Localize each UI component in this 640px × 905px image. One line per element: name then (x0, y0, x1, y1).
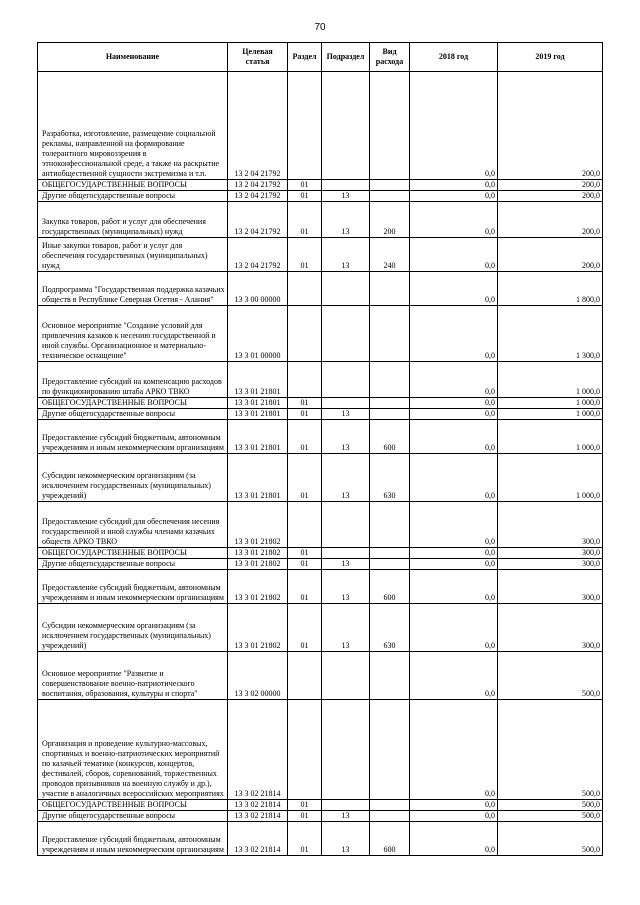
row-2018: 0,0 (410, 652, 498, 700)
row-2018: 0,0 (410, 72, 498, 180)
row-2018: 0,0 (410, 420, 498, 454)
row-2018: 0,0 (410, 454, 498, 502)
header-2019: 2019 год (498, 43, 603, 72)
row-2018: 0,0 (410, 800, 498, 811)
row-2019: 300,0 (498, 548, 603, 559)
table-row (38, 272, 603, 306)
row-name: Субсидии некоммерческим организациям (за исключением государственных (муниципальных) учреждений) (38, 454, 228, 502)
row-subsection (322, 800, 370, 811)
row-2019: 500,0 (498, 800, 603, 811)
row-section: 01 (288, 191, 322, 202)
table-row (38, 409, 603, 420)
row-exp-type (370, 306, 410, 362)
row-2019: 500,0 (498, 700, 603, 800)
row-exp-type (370, 559, 410, 570)
row-subsection: 13 (322, 454, 370, 502)
table-row (38, 420, 603, 454)
row-code: 13 3 02 21814 (228, 700, 288, 800)
row-subsection: 13 (322, 822, 370, 856)
row-subsection (322, 398, 370, 409)
row-subsection: 13 (322, 604, 370, 652)
row-subsection (322, 306, 370, 362)
header-target: Целевая статья (228, 43, 288, 72)
table-row (38, 180, 603, 191)
row-name: ОБЩЕГОСУДАРСТВЕННЫЕ ВОПРОСЫ (38, 548, 228, 559)
row-2019: 1 000,0 (498, 454, 603, 502)
row-exp-type (370, 811, 410, 822)
row-2018: 0,0 (410, 822, 498, 856)
table-row (38, 559, 603, 570)
row-exp-type: 600 (370, 570, 410, 604)
row-exp-type (370, 502, 410, 548)
row-exp-type (370, 180, 410, 191)
row-section (288, 272, 322, 306)
row-2018: 0,0 (410, 362, 498, 398)
row-2018: 0,0 (410, 306, 498, 362)
row-subsection (322, 502, 370, 548)
row-2018: 0,0 (410, 502, 498, 548)
row-code: 13 2 04 21792 (228, 180, 288, 191)
row-code: 13 2 04 21792 (228, 202, 288, 238)
header-subsection: Подраздел (322, 43, 370, 72)
row-subsection (322, 180, 370, 191)
row-name: Закупка товаров, работ и услуг для обеспечения государственных (муниципальных) нужд (38, 202, 228, 238)
row-code: 13 3 01 21802 (228, 502, 288, 548)
row-2019: 1 000,0 (498, 409, 603, 420)
row-section: 01 (288, 238, 322, 272)
row-exp-type: 200 (370, 202, 410, 238)
row-2019: 200,0 (498, 180, 603, 191)
row-2019: 1 000,0 (498, 362, 603, 398)
row-section: 01 (288, 454, 322, 502)
row-2019: 500,0 (498, 811, 603, 822)
row-code: 13 3 01 21802 (228, 570, 288, 604)
row-name: Другие общегосударственные вопросы (38, 811, 228, 822)
row-section: 01 (288, 398, 322, 409)
row-subsection (322, 272, 370, 306)
row-exp-type (370, 800, 410, 811)
header-2018: 2018 год (410, 43, 498, 72)
table-row (38, 202, 603, 238)
row-name: Предоставление субсидий бюджетным, автономным учреждениям и иным некоммерческим организациям (38, 822, 228, 856)
row-code: 13 3 01 21801 (228, 409, 288, 420)
table-row (38, 398, 603, 409)
row-name: Иные закупки товаров, работ и услуг для обеспечения государственных (муниципальных) нужд (38, 238, 228, 272)
row-name: Предоставление субсидий для обеспечения несения государственной и иной службы членами казачьих обществ АРКО ТВКО (38, 502, 228, 548)
row-subsection: 13 (322, 570, 370, 604)
table-row (38, 604, 603, 652)
row-exp-type (370, 72, 410, 180)
row-section: 01 (288, 202, 322, 238)
row-section (288, 700, 322, 800)
header-exp-type: Вид расхода (370, 43, 410, 72)
table-row (38, 548, 603, 559)
table-row (38, 800, 603, 811)
row-subsection: 13 (322, 811, 370, 822)
row-name: Основное мероприятие "Создание условий для привлечения казаков к несению государственной и иной службы. Организационное и материально-техническое оснащение" (38, 306, 228, 362)
row-exp-type: 600 (370, 420, 410, 454)
row-section: 01 (288, 800, 322, 811)
row-name: Другие общегосударственные вопросы (38, 409, 228, 420)
row-subsection: 13 (322, 202, 370, 238)
row-code: 13 3 02 21814 (228, 811, 288, 822)
row-code: 13 2 04 21792 (228, 238, 288, 272)
row-section: 01 (288, 570, 322, 604)
budget-table (37, 42, 603, 856)
row-2018: 0,0 (410, 570, 498, 604)
row-2019: 200,0 (498, 202, 603, 238)
row-2019: 300,0 (498, 559, 603, 570)
row-exp-type: 630 (370, 604, 410, 652)
row-exp-type (370, 191, 410, 202)
table-row (38, 700, 603, 800)
row-2018: 0,0 (410, 180, 498, 191)
row-section: 01 (288, 180, 322, 191)
row-subsection (322, 652, 370, 700)
header-name: Наименование (38, 43, 228, 72)
row-code: 13 3 01 21801 (228, 362, 288, 398)
row-section: 01 (288, 548, 322, 559)
row-subsection: 13 (322, 238, 370, 272)
row-code: 13 3 00 00000 (228, 272, 288, 306)
table-row (38, 454, 603, 502)
row-name: Основное мероприятие "Развитие и совершенствование военно-патриотического воспитания, образования, культуры и спорта" (38, 652, 228, 700)
row-subsection (322, 72, 370, 180)
row-2019: 500,0 (498, 652, 603, 700)
table-row (38, 72, 603, 180)
row-subsection: 13 (322, 191, 370, 202)
row-code: 13 3 02 00000 (228, 652, 288, 700)
row-name: Подпрограмма "Государственная поддержка казачьих обществ в Республике Северная Осетия - Алания" (38, 272, 228, 306)
row-2018: 0,0 (410, 191, 498, 202)
row-section (288, 502, 322, 548)
row-exp-type: 630 (370, 454, 410, 502)
row-subsection (322, 548, 370, 559)
row-section (288, 72, 322, 180)
row-code: 13 3 01 21802 (228, 559, 288, 570)
row-exp-type (370, 700, 410, 800)
page-number: 70 (314, 22, 326, 33)
row-exp-type (370, 409, 410, 420)
row-subsection: 13 (322, 559, 370, 570)
row-2018: 0,0 (410, 202, 498, 238)
row-name: Организация и проведение культурно-массовых, спортивных и военно-патриотических мероприятий по казачьей тематике (конкурсов, концертов, фестивалей, сборов, соревнований, торжественных проводов призывников на военную службу и др.), участие в аналогичных всероссийских мероприятиях (38, 700, 228, 800)
row-2019: 300,0 (498, 604, 603, 652)
table-row (38, 362, 603, 398)
row-2018: 0,0 (410, 604, 498, 652)
row-subsection: 13 (322, 420, 370, 454)
row-name: Предоставление субсидий на компенсацию расходов по функционированию штаба АРКО ТВКО (38, 362, 228, 398)
row-name: Предоставление субсидий бюджетным, автономным учреждениям и иным некоммерческим организациям (38, 570, 228, 604)
header-row (38, 43, 603, 72)
row-section: 01 (288, 420, 322, 454)
row-exp-type (370, 652, 410, 700)
row-2018: 0,0 (410, 811, 498, 822)
row-name: Предоставление субсидий бюджетным, автономным учреждениям и иным некоммерческим организациям (38, 420, 228, 454)
table-row (38, 191, 603, 202)
row-2019: 200,0 (498, 72, 603, 180)
row-code: 13 3 02 21814 (228, 800, 288, 811)
row-section (288, 362, 322, 398)
row-name: Другие общегосударственные вопросы (38, 191, 228, 202)
row-2018: 0,0 (410, 238, 498, 272)
table-row (38, 822, 603, 856)
row-section (288, 306, 322, 362)
row-2018: 0,0 (410, 398, 498, 409)
row-subsection (322, 362, 370, 398)
row-2019: 200,0 (498, 191, 603, 202)
row-2019: 200,0 (498, 238, 603, 272)
row-code: 13 3 02 21814 (228, 822, 288, 856)
row-code: 13 2 04 21792 (228, 191, 288, 202)
row-2019: 1 000,0 (498, 398, 603, 409)
row-2018: 0,0 (410, 409, 498, 420)
header-section: Раздел (288, 43, 322, 72)
row-exp-type (370, 362, 410, 398)
table-row (38, 811, 603, 822)
row-code: 13 3 01 21801 (228, 420, 288, 454)
row-exp-type: 240 (370, 238, 410, 272)
row-name: ОБЩЕГОСУДАРСТВЕННЫЕ ВОПРОСЫ (38, 398, 228, 409)
row-name: ОБЩЕГОСУДАРСТВЕННЫЕ ВОПРОСЫ (38, 180, 228, 191)
row-2019: 1 300,0 (498, 306, 603, 362)
table-row (38, 570, 603, 604)
row-exp-type (370, 398, 410, 409)
row-exp-type (370, 272, 410, 306)
row-exp-type: 600 (370, 822, 410, 856)
row-subsection: 13 (322, 409, 370, 420)
row-section: 01 (288, 811, 322, 822)
row-code: 13 3 01 21802 (228, 548, 288, 559)
row-2019: 300,0 (498, 502, 603, 548)
row-name: ОБЩЕГОСУДАРСТВЕННЫЕ ВОПРОСЫ (38, 800, 228, 811)
row-2018: 0,0 (410, 559, 498, 570)
row-section: 01 (288, 604, 322, 652)
row-2018: 0,0 (410, 272, 498, 306)
row-2019: 1 800,0 (498, 272, 603, 306)
row-2018: 0,0 (410, 548, 498, 559)
row-code: 13 3 01 00000 (228, 306, 288, 362)
row-section: 01 (288, 559, 322, 570)
row-name: Другие общегосударственные вопросы (38, 559, 228, 570)
table-row (38, 652, 603, 700)
row-code: 13 2 04 21792 (228, 72, 288, 180)
row-code: 13 3 01 21801 (228, 454, 288, 502)
row-section: 01 (288, 409, 322, 420)
table-row (38, 238, 603, 272)
row-code: 13 3 01 21802 (228, 604, 288, 652)
row-2018: 0,0 (410, 700, 498, 800)
row-2019: 300,0 (498, 570, 603, 604)
row-section: 01 (288, 822, 322, 856)
row-code: 13 3 01 21801 (228, 398, 288, 409)
table-row (38, 306, 603, 362)
row-name: Разработка, изготовление, размещение социальной рекламы, направленной на формирование толерантного мировоззрения в этноконфессиональной среде, а также на раскрытие антиобщественной сущности экстремизма и т.п. (38, 72, 228, 180)
row-2019: 1 000,0 (498, 420, 603, 454)
row-subsection (322, 700, 370, 800)
row-section (288, 652, 322, 700)
row-exp-type (370, 548, 410, 559)
row-2019: 500,0 (498, 822, 603, 856)
table-row (38, 502, 603, 548)
row-name: Субсидии некоммерческим организациям (за исключением государственных (муниципальных) учреждений) (38, 604, 228, 652)
